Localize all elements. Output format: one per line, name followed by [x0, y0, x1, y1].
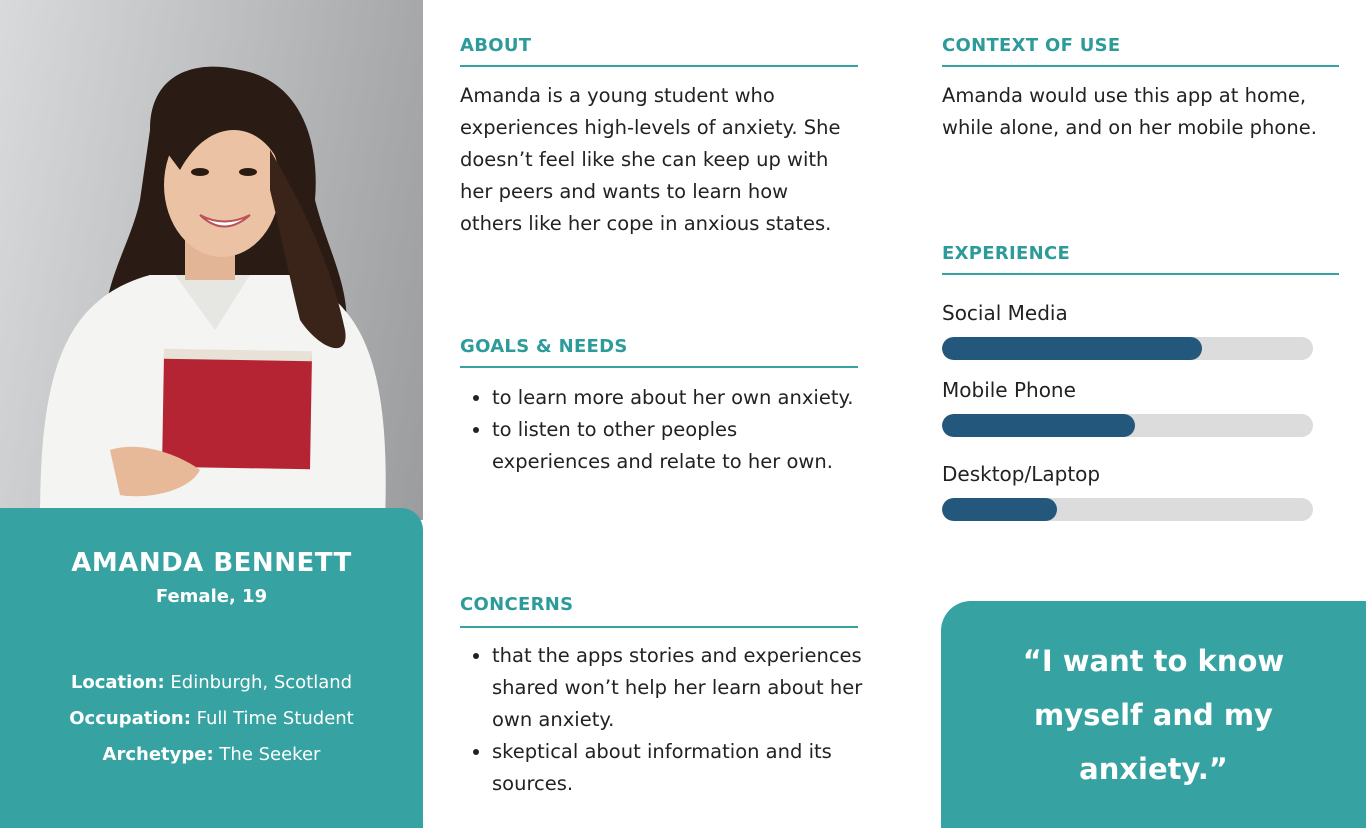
archetype-value: The Seeker	[213, 744, 321, 765]
quote-card	[941, 601, 1366, 828]
concerns-list	[460, 640, 864, 800]
experience-divider	[942, 273, 1339, 275]
persona-gender-age: Female, 19	[155, 586, 268, 607]
about-text	[460, 80, 880, 240]
about-line: Amanda is a young student who	[460, 84, 775, 107]
context-text	[942, 80, 1362, 144]
context-line: Amanda would use this app at home,	[942, 84, 1307, 107]
occupation-value: Full Time Student	[190, 708, 354, 729]
experience-bar-fill	[942, 337, 1202, 360]
experience-label-mobile-phone: Mobile Phone	[942, 378, 1076, 402]
context-divider	[942, 65, 1339, 67]
experience-bar-desktop-laptop	[942, 498, 1313, 521]
experience-bar-mobile-phone	[942, 414, 1313, 437]
context-title: CONTEXT OF USE	[942, 35, 1121, 56]
concerns-title: CONCERNS	[460, 594, 574, 615]
occupation-label: Occupation:	[69, 708, 191, 729]
occupation-row	[0, 701, 423, 737]
archetype-row	[0, 737, 423, 773]
persona-photo-illustration	[0, 0, 423, 520]
concern-item: • that the apps stories and experiences shared won’t help her learn about her own anxiety.	[492, 640, 864, 736]
about-line: others like her cope in anxious states.	[460, 212, 832, 235]
about-line: experiences high-levels of anxiety. She	[460, 116, 841, 139]
concerns-divider	[460, 626, 858, 628]
about-line: her peers and wants to learn how	[460, 180, 789, 203]
experience-label-desktop-laptop: Desktop/Laptop	[942, 462, 1101, 486]
location-label: Location:	[70, 672, 165, 693]
experience-label-social-media: Social Media	[942, 301, 1068, 325]
experience-bar-fill	[942, 498, 1057, 521]
experience-title: EXPERIENCE	[942, 243, 1071, 264]
persona-facts	[0, 665, 423, 773]
persona-card	[0, 508, 423, 828]
goals-title: GOALS & NEEDS	[460, 336, 628, 357]
concern-item: • skeptical about information and its sources.	[492, 736, 864, 800]
goals-list	[460, 382, 858, 478]
quote-text: “I want to know myself and my anxiety.”	[1022, 643, 1285, 786]
about-title: ABOUT	[460, 35, 532, 56]
location-row	[0, 665, 423, 701]
persona-name: AMANDA BENNETT	[71, 548, 352, 578]
goals-divider	[460, 366, 858, 368]
goal-item: • to listen to other peoples experiences and relate to her own.	[492, 414, 858, 478]
experience-bar-social-media	[942, 337, 1313, 360]
goal-item: • to learn more about her own anxiety.	[492, 382, 858, 414]
experience-bar-fill	[942, 414, 1135, 437]
archetype-label: Archetype:	[102, 744, 214, 765]
context-line: while alone, and on her mobile phone.	[942, 116, 1317, 139]
location-value: Edinburgh, Scotland	[164, 672, 353, 693]
persona-photo	[0, 0, 423, 520]
about-divider	[460, 65, 858, 67]
about-line: doesn’t feel like she can keep up with	[460, 148, 829, 171]
